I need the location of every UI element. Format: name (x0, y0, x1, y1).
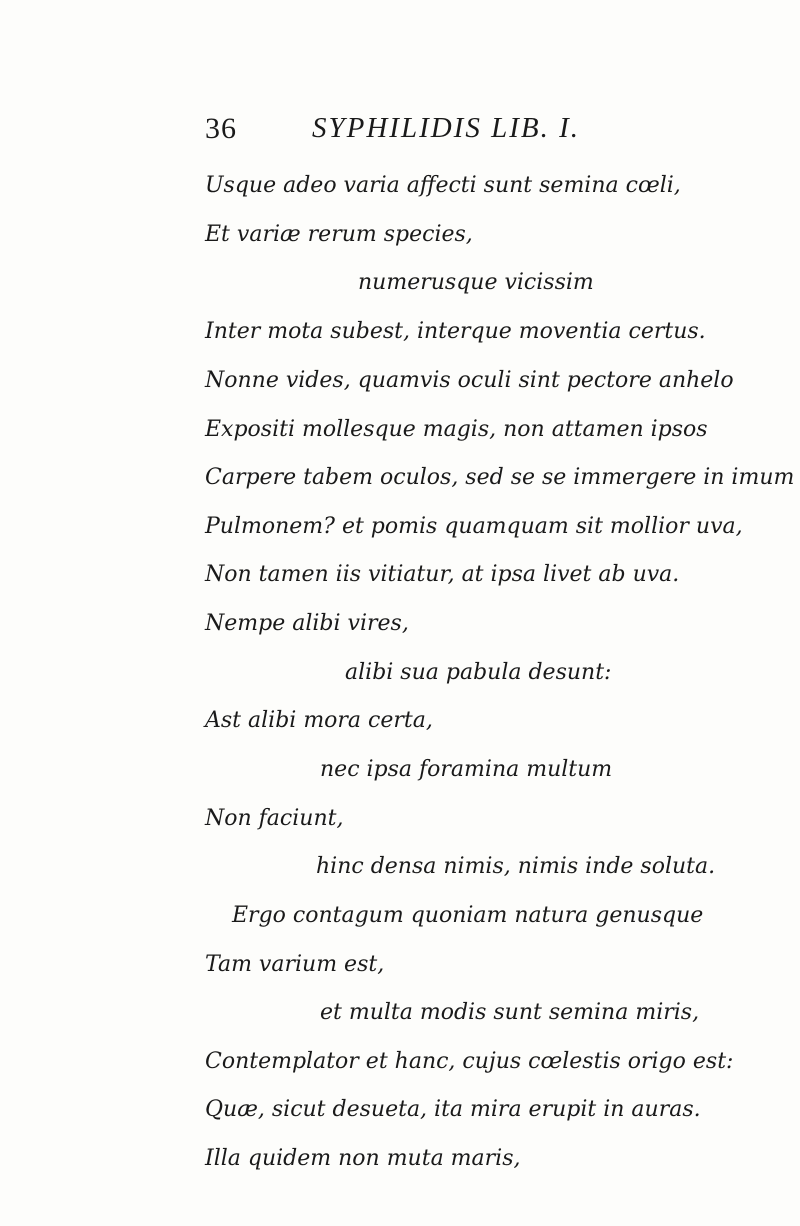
verse-line: alibi sua pabula desunt: (345, 660, 612, 685)
verse-line: et multa modis sunt semina miris, (320, 1000, 700, 1025)
verse-line: Tam varium est, (205, 952, 385, 977)
verse-line: numerusque vicissim (358, 270, 594, 295)
verse-line: Nonne vides, quamvis oculi sint pectore anhelo (205, 368, 734, 393)
verse-line: Carpere tabem oculos, sed se se immergere in imum (205, 465, 795, 490)
verse-line: Illa quidem non muta maris, (205, 1146, 521, 1171)
verse-line: Non tamen iis vitiatur, at ipsa livet ab uva. (205, 562, 680, 587)
verse-line: Nempe alibi vires, (205, 611, 409, 636)
verse-line: Usque adeo varia affecti sunt semina cœli, (205, 173, 681, 198)
verse-line: Inter mota subest, interque moventia certus. (205, 319, 706, 344)
verse-line: Pulmonem? et pomis quamquam sit mollior uva, (205, 514, 743, 539)
verse-line: Et variæ rerum species, (205, 222, 473, 247)
verse-line: nec ipsa foramina multum (320, 757, 613, 782)
verse-line: Ast alibi mora certa, (205, 708, 433, 733)
verse-line: Contemplator et hanc, cujus cœlestis origo est: (205, 1049, 734, 1074)
page-number: 36 (205, 112, 237, 145)
verse-line: Expositi mollesque magis, non attamen ipsos (205, 417, 708, 442)
verse-line: Non faciunt, (205, 806, 344, 831)
verse-line: hinc densa nimis, nimis inde soluta. (316, 854, 716, 879)
verse-line: Quæ, sicut desueta, ita mira erupit in auras. (205, 1097, 701, 1122)
running-title: SYPHILIDIS LIB. I. (312, 112, 580, 144)
verse-line: Ergo contagum quoniam natura genusque (232, 903, 704, 928)
